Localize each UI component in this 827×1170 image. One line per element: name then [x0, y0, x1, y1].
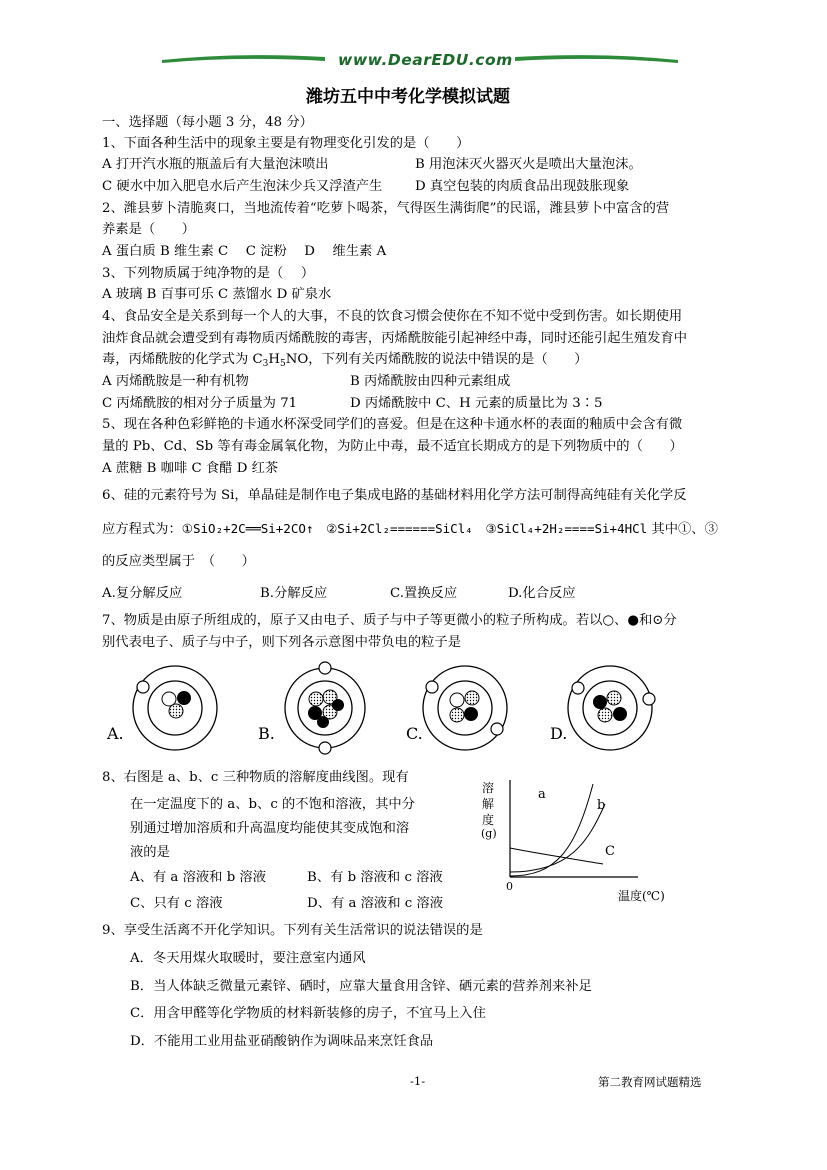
q4-option-a: A 丙烯酰胺是一种有机物	[102, 374, 249, 389]
q9-option-c: C．用含甲醛等化学物质的材料新装修的房子，不宜马上入住	[130, 1006, 486, 1021]
q6-stem-line1: 6、硅的元素符号为 Si，单晶硅是制作电子集成电路的基础材料用化学方法可制得高纯硅有关化学反	[102, 488, 687, 503]
q6-equation-1: ①SiO₂+2C══Si+2CO↑	[181, 521, 314, 536]
q8-stem-line2: 在一定温度下的 a、b、c 的不饱和溶液，其中分	[130, 797, 415, 812]
q8-option-c: C、只有 c 溶液	[130, 896, 223, 911]
q6-stem-line2	[102, 520, 718, 539]
q8-option-a: A、有 a 溶液和 b 溶液	[130, 870, 267, 885]
section-heading: 一、选择题（每小题 3 分，48 分）	[102, 115, 313, 130]
header-site-url: www.DearEDU.com	[338, 51, 513, 69]
q7-label-b: B.	[258, 724, 275, 743]
q8-stem-line4: 液的是	[130, 845, 170, 860]
q6-stem-line3: 的反应类型属于 （ ）	[102, 554, 255, 569]
q7-label-a: A.	[107, 724, 124, 743]
q1-option-b: B 用泡沫灭火器灭火是喷出大量泡沫。	[415, 157, 642, 172]
q4-option-b: B 丙烯酰胺由四种元素组成	[350, 374, 511, 389]
page-title: 潍坊五中中考化学模拟试题	[306, 87, 510, 107]
q4-sub-3: 3	[262, 359, 269, 369]
atom-diagram-b	[285, 662, 365, 754]
q3-options: A 玻璃 B 百事可乐 C 蒸馏水 D 矿泉水	[102, 287, 332, 302]
q4-h: H	[268, 352, 281, 367]
q5-stem-line2: 量的 Pb、Cd、Sb 等有毒金属氧化物，为防止中毒，最不适宜长期成方的是下列物质中的（ ）	[102, 439, 683, 454]
q6-equation-3: ③SiCl₄+2H₂====Si+4HCl	[485, 521, 648, 536]
q1-option-c: C 硬水中加入肥皂水后产生泡沫少兵又浮渣产生	[102, 179, 383, 194]
q8-stem-line1: 8、右图是 a、b、c 三种物质的溶解度曲线图。现有	[102, 770, 409, 785]
q8-ylabel-4: (g)	[481, 827, 497, 840]
q4-stem-line1: 4、食品安全是关系到每一个人的大事，不良的饮食习惯会使你在不知不觉中受到伤害。如长期使用	[102, 309, 683, 324]
q8-origin-label: 0	[506, 880, 513, 893]
q8-curve-c-label: C	[605, 844, 615, 859]
q9-option-a: A．冬天用煤火取暖时，要注意室内通风	[130, 951, 366, 966]
q8-ylabel-1: 溶	[482, 781, 495, 795]
q9-stem: 9、享受生活离不开化学知识。下列有关生活常识的说法错误的是	[102, 923, 483, 938]
q2-options: A 蛋白质 B 维生素 C C 淀粉 D 维生素 A	[102, 244, 387, 259]
q2-stem-line1: 2、潍县萝卜清脆爽口，当地流传着“吃萝卜喝茶，气得医生满街爬”的民谣，潍县萝卜中富含的营	[102, 201, 670, 216]
q4-stem-line3	[102, 351, 588, 373]
q9-option-d: D．不能用工业用盐亚硝酸钠作为调味品来烹饪食品	[130, 1034, 434, 1049]
q2-stem-line2: 养素是（ ）	[102, 222, 196, 237]
q8-xlabel: 温度(℃)	[618, 889, 665, 903]
q8-ylabel-3: 度	[482, 813, 495, 827]
q8-curve-a-label: a	[538, 787, 546, 802]
footer-page-number: -1-	[410, 1074, 426, 1088]
q6-line2-post: 其中①、③	[647, 522, 718, 537]
q8-option-d: D、有 a 溶液和 c 溶液	[307, 896, 444, 911]
q4-option-d: D 丙烯酰胺中 C、H 元素的质量比为 3∶5	[350, 396, 603, 411]
q6-equation-2: ②Si+2Cl₂======SiCl₄	[326, 521, 473, 536]
q7-label-c: C.	[406, 724, 423, 743]
q1-option-d: D 真空包装的肉质食品出现鼓胀现象	[415, 179, 630, 194]
q7-stem-line1: 7、物质是由原子所组成的，原子又由电子、质子与中子等更微小的粒子所构成。若以○、●和⊙分	[102, 613, 677, 628]
q8-ylabel-2: 解	[482, 797, 495, 811]
q4-line3-pre: 毒，丙烯酰胺的化学式为 C	[102, 352, 263, 367]
atom-diagram-a	[133, 666, 217, 750]
q4-line3-post: NO，下列有关丙烯酰胺的说法中错误的是（ ）	[285, 352, 588, 367]
q8-curve-b-label: b	[597, 798, 606, 813]
q6-option-a: A.复分解反应	[102, 586, 183, 601]
q4-stem-line2: 油炸食品就会遭受到有毒物质丙烯酰胺的毒害，丙烯酰胺能引起神经中毒，同时还能引起生殖发育中	[102, 331, 688, 346]
q5-options: A 蔗糖 B 咖啡 C 食醋 D 红茶	[102, 461, 279, 476]
q6-option-d: D.化合反应	[508, 586, 576, 601]
q7-stem-line2: 别代表电子、质子与中子，则下列各示意图中带负电的粒子是	[102, 635, 462, 650]
q4-option-c: C 丙烯酰胺的相对分子质量为 71	[102, 396, 298, 411]
q9-option-b: B．当人体缺乏微量元素锌、硒时，应靠大量食用含锌、硒元素的营养剂来补足	[130, 979, 592, 994]
q6-option-b: B.分解反应	[260, 586, 328, 601]
q8-stem-line3: 别通过增加溶质和升高温度均能使其变成饱和溶	[130, 821, 410, 836]
q5-stem-line1: 5、现在各种色彩鲜艳的卡通水杯深受同学们的喜爱。但是在这种卡通水杯的表面的釉质中会含有微	[102, 417, 683, 432]
q8-option-b: B、有 b 溶液和 c 溶液	[307, 870, 443, 885]
atom-diagram-c	[423, 666, 507, 750]
q4-sub-5: 5	[280, 359, 286, 369]
q6-line2-pre: 应方程式为：	[102, 522, 182, 537]
q1-option-a: A 打开汽水瓶的瓶盖后有大量泡沫喷出	[102, 157, 329, 172]
q3-stem: 3、下列物质属于纯净物的是（ ）	[102, 266, 315, 281]
footer-source: 第二教育网试题精选	[598, 1075, 702, 1089]
q1-stem: 1、下面各种生活中的现象主要是有物理变化引发的是（ ）	[102, 136, 470, 151]
q6-option-c: C.置换反应	[390, 586, 458, 601]
atom-diagram-d	[568, 666, 655, 750]
q7-atom-diagrams	[100, 660, 680, 760]
q7-label-d: D.	[550, 724, 568, 743]
